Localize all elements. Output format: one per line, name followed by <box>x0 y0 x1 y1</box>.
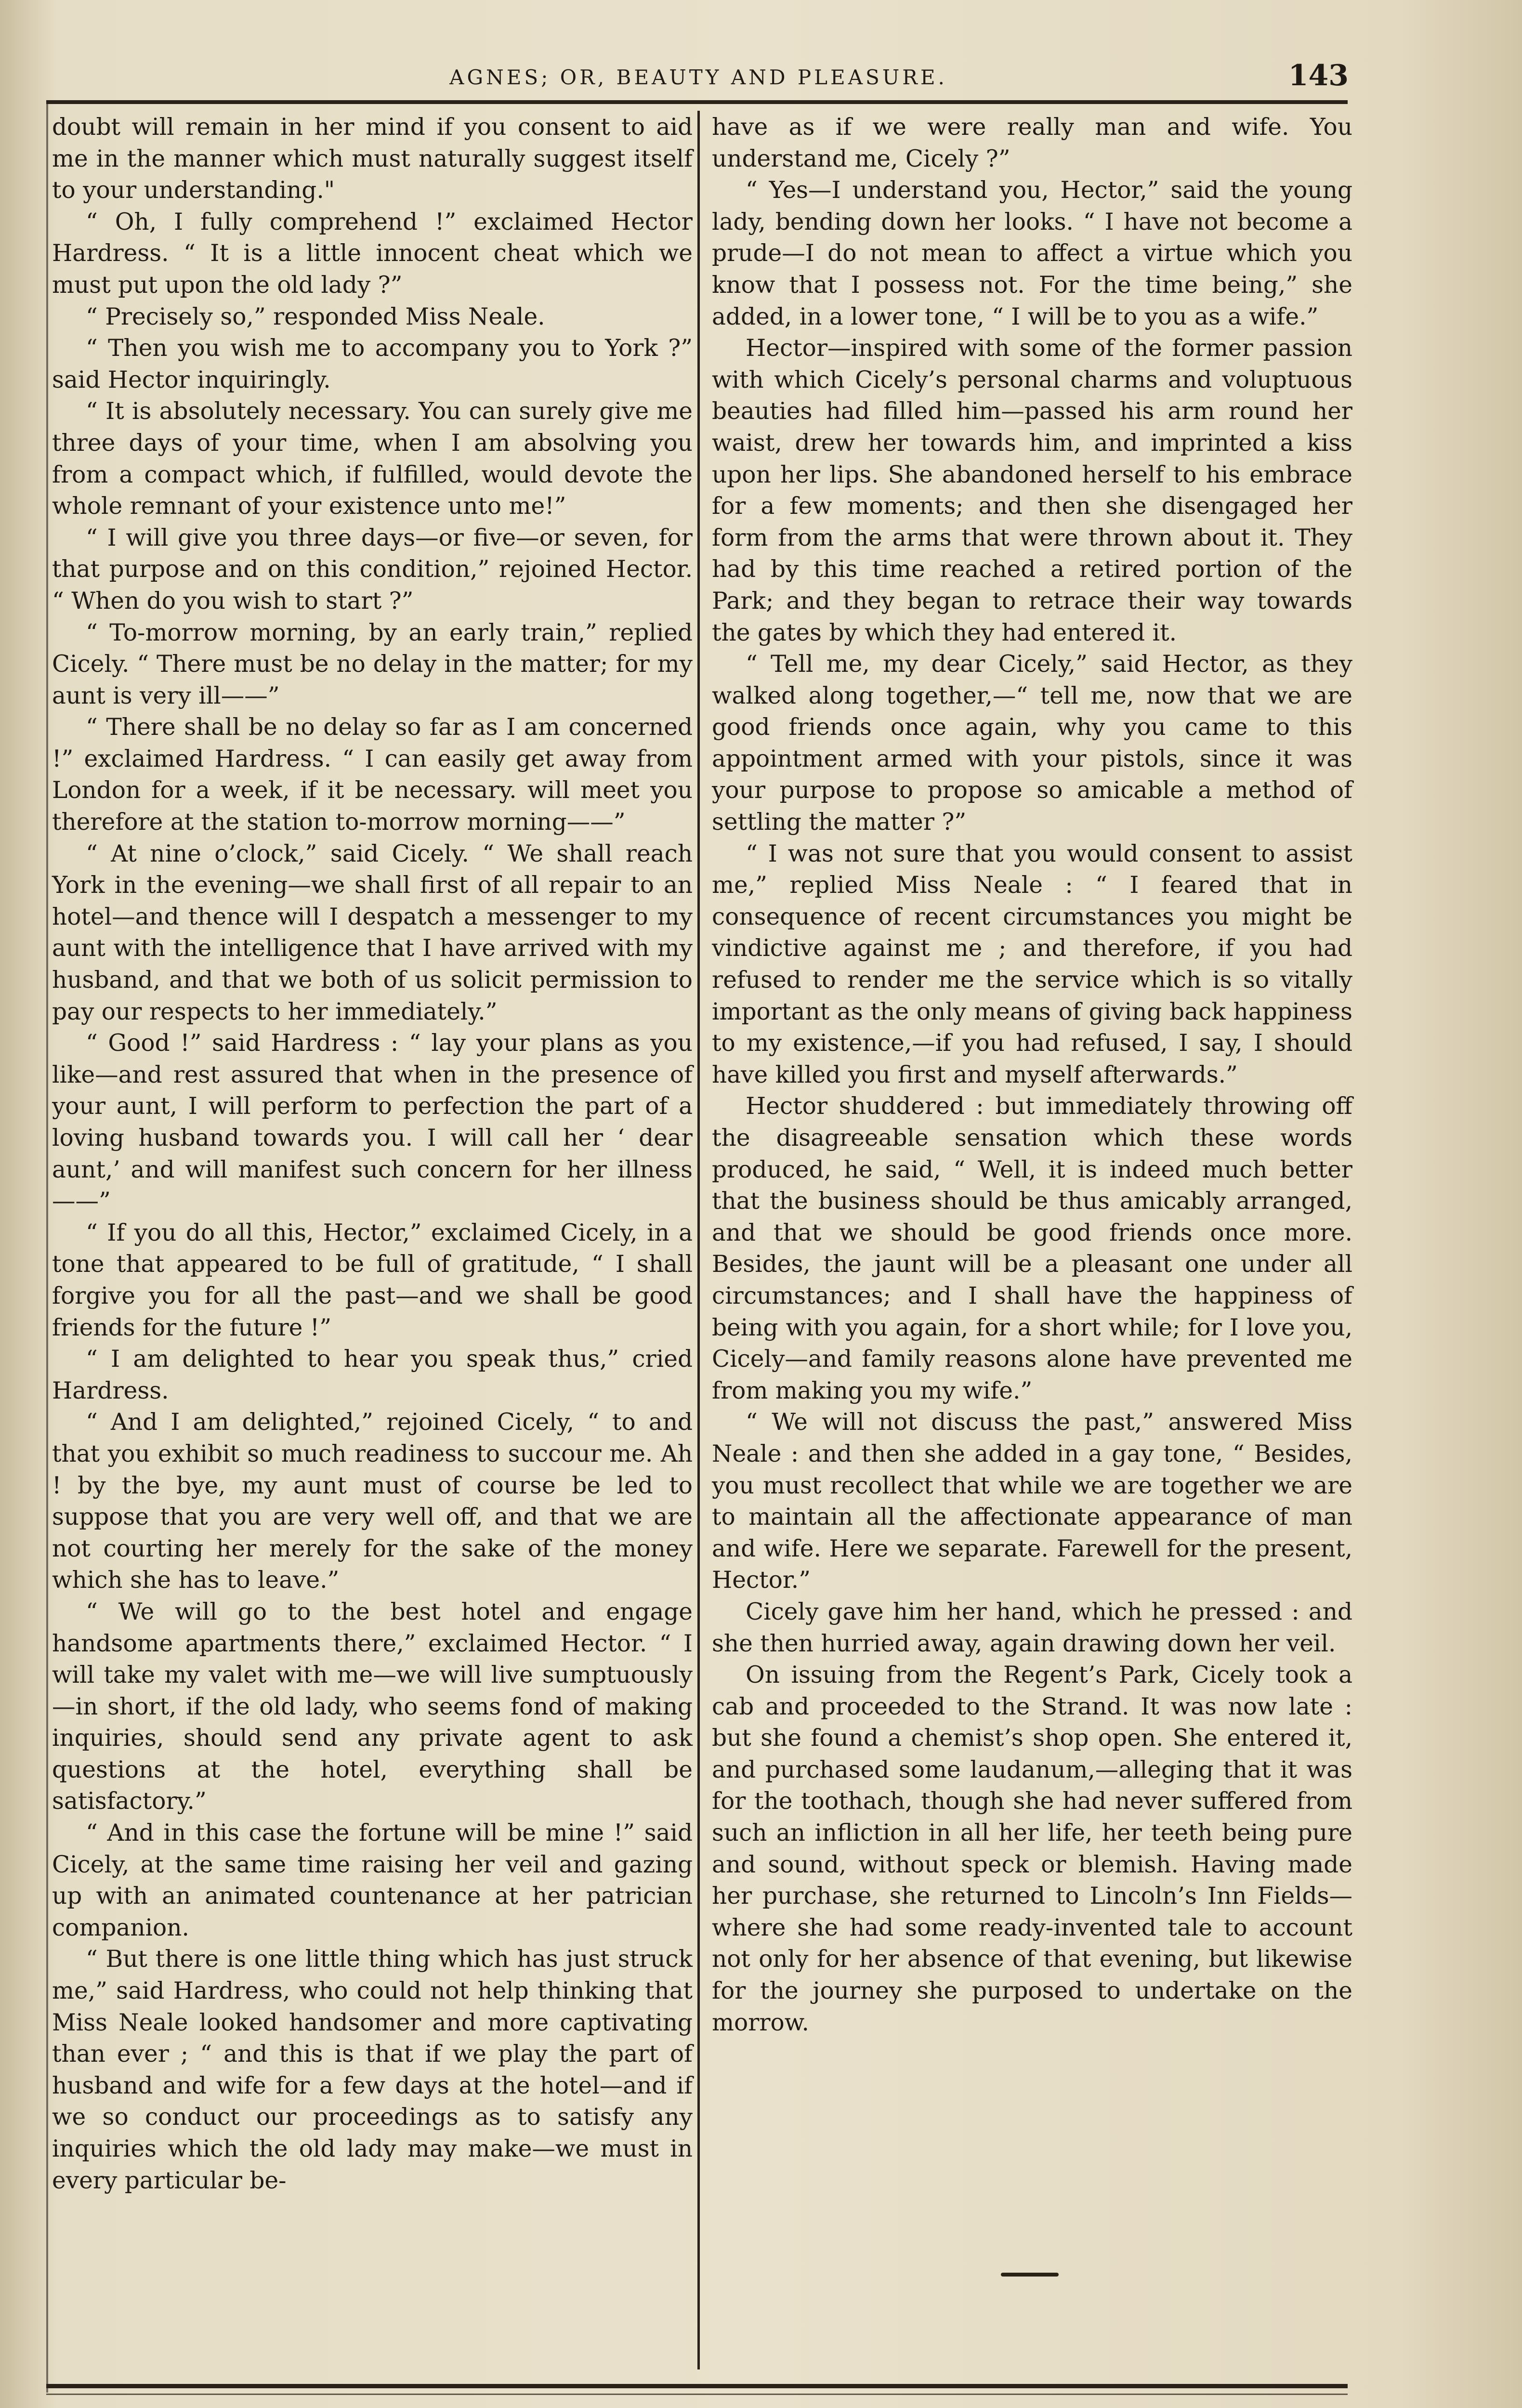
paragraph: “ To-morrow morning, by an early train,” replied Cicely. “ There must be no delay in the matter; for my aunt is very ill——” <box>52 619 693 709</box>
column-divider <box>697 111 700 2369</box>
right-column <box>712 112 1352 2039</box>
paragraph: “ Tell me, my dear Cicely,” said Hector, as they walked along together,—“ tell me, now that we are good friends once again, why you came to this appointment armed with your pistols, since it was your purpose to propose so amicable a method of settling the matter ?” <box>712 651 1352 836</box>
paragraph: “ And in this case the fortune will be mine !” said Cicely, at the same time raising her veil and gazing up with an animated countenance at her patrician companion. <box>52 1819 693 1941</box>
paragraph: “ I am delighted to hear you speak thus,” cried Hardress. <box>52 1346 693 1404</box>
paragraph: “ It is absolutely necessary. You can surely give me three days of your time, when I am absolving you from a compact which, if fulfilled, would devote the whole remnant of your existence unto me!” <box>52 398 693 520</box>
paragraph: have as if we were really man and wife. You understand me, Cicely ?” <box>712 114 1352 172</box>
header-rule <box>46 100 1348 104</box>
paragraph: “ Good !” said Hardress : “ lay your plans as you like—and rest assured that when in the presence of your aunt, I will perform to perfection the part of a loving husband towards you. I will call her ‘ dear aunt,’ and will manifest such concern for her illness——” <box>52 1030 693 1215</box>
left-column <box>52 112 693 2197</box>
paragraph: “ But there is one little thing which has just struck me,” said Hardress, who could not help thinking that Miss Neale looked handsomer and more captivating than ever ; “ and this is that if we play the part of husband and wife for a few days at the hotel—and if we so conduct our proceedings as to satisfy any inquiries which the old lady may make—we must in every particular be- <box>52 1946 693 2194</box>
page-number: 143 <box>1288 59 1349 92</box>
paragraph: Hector shuddered : but immediately throwing off the disagreeable sensation which these words produced, he said, “ Well, it is indeed much better that the business should be thus amicably arranged, and that we should be good friends once more. Besides, the jaunt will be a pleasant one under all circumstances; and I shall have the happiness of being with you again, for a short while; for I love you, Cicely—and family reasons alone have prevented me from making you my wife.” <box>712 1093 1352 1404</box>
running-title: AGNES; OR, BEAUTY AND PLEASURE. <box>449 65 947 89</box>
paragraph: “ I was not sure that you would consent to assist me,” replied Miss Neale : “ I feared that in consequence of recent circumstances you might be vindictive against me ; and therefore, if you had refused to render me the service which is so vitally important as the only means of giving back happiness to my existence,—if you had refused, I say, I should have killed you first and myself afterwards.” <box>712 840 1352 1088</box>
paragraph: “ I will give you three days—or five—or seven, for that purpose and on this condition,” rejoined Hector. “ When do you wish to start ?” <box>52 524 693 615</box>
footer-rule <box>46 2384 1348 2388</box>
paragraph: “ We will not discuss the past,” answered Miss Neale : and then she added in a gay tone, “ Besides, you must recollect that while we are together we are to maintain all the affectionate appearance of man and wife. Here we separate. Farewell for the present, Hector.” <box>712 1409 1352 1594</box>
paragraph: “ And I am delighted,” rejoined Cicely, “ to and that you exhibit so much readiness to succour me. Ah ! by the bye, my aunt must of course be led to suppose that you are very well off, and that we are not courting her merely for the sake of the money which she has to leave.” <box>52 1409 693 1594</box>
section-end-rule <box>1001 2273 1059 2277</box>
paragraph: “ Then you wish me to accompany you to York ?” said Hector inquiringly. <box>52 335 693 393</box>
left-border-rule <box>46 100 48 2393</box>
paragraph: “ Oh, I fully comprehend !” exclaimed Hector Hardress. “ It is a little innocent cheat which we must put upon the old lady ?” <box>52 208 693 299</box>
paragraph: “ If you do all this, Hector,” exclaimed Cicely, in a tone that appeared to be full of gratitude, “ I shall forgive you for all the past—and we shall be good friends for the future !” <box>52 1219 693 1341</box>
paragraph: Hector—inspired with some of the former passion with which Cicely’s personal charms and voluptuous beauties had filled him—passed his arm round her waist, drew her towards him, and imprinted a kiss upon her lips. She abandoned herself to his embrace for a few moments; and then she disengaged her form from the arms that were thrown about it. They had by this time reached a retired portion of the Park; and they began to retrace their way towards the gates by which they had entered it. <box>712 335 1352 646</box>
paragraph: Cicely gave him her hand, which he pressed : and she then hurried away, again drawing down her veil. <box>712 1598 1352 1657</box>
paragraph: “ We will go to the best hotel and engage handsome apartments there,” exclaimed Hector. “ I will take my valet with me—we will live sumptuously—in short, if the old lady, who seems fond of making inquiries, should send any private agent to ask questions at the hotel, everything shall be satisfactory.” <box>52 1598 693 1815</box>
paragraph: “ There shall be no delay so far as I am concerned !” exclaimed Hardress. “ I can easily get away from London for a week, if it be necessary. will meet you therefore at the station to-morrow morning——” <box>52 714 693 836</box>
paragraph: “ At nine o’clock,” said Cicely. “ We shall reach York in the evening—we shall first of all repair to an hotel—and thence will I despatch a messenger to my aunt with the intelligence that I have arrived with my husband, and that we both of us solicit permission to pay our respects to her immediately.” <box>52 840 693 1025</box>
footer-rule-thin <box>46 2394 1348 2395</box>
running-head <box>48 57 1349 95</box>
paragraph: doubt will remain in her mind if you consent to aid me in the manner which must naturally suggest itself to your understanding." <box>52 114 693 204</box>
paragraph: On issuing from the Regent’s Park, Cicely took a cab and proceeded to the Strand. It was now late : but she found a chemist’s shop open. She entered it, and purchased some laudanum,—alleging that it was for the toothach, though she had never suffered from such an infliction in all her life, her teeth being pure and sound, without speck or blemish. Having made her purchase, she returned to Lincoln’s Inn Fields—where she had some ready-invented tale to account not only for her absence of that evening, but likewise for the journey she purposed to undertake on the morrow. <box>712 1662 1352 2036</box>
paragraph: “ Yes—I understand you, Hector,” said the young lady, bending down her looks. “ I have not become a prude—I do not mean to affect a virtue which you know that I possess not. For the time being,” she added, in a lower tone, “ I will be to you as a wife.” <box>712 177 1352 330</box>
paragraph: “ Precisely so,” responded Miss Neale. <box>86 303 545 330</box>
